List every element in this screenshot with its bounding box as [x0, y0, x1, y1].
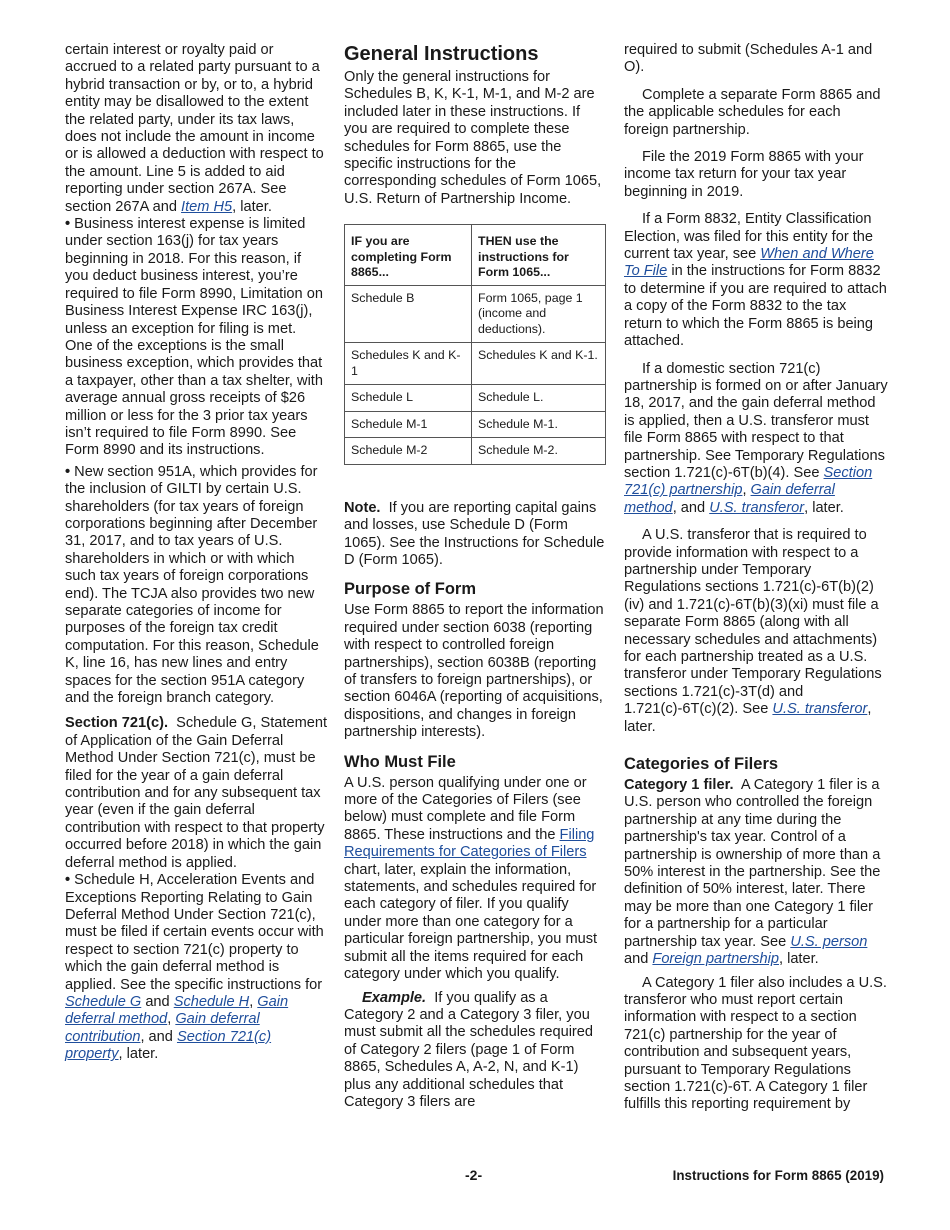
who-must-file-text: A U.S. person qualifying under one or more of the Categories of Filers (see below) must complete and file Form 8865. These instructions and the Filing Requirements for Categories of Filers chart, later, explain the information, statements, and schedules required for each category of filer. If you qualify under more than one category for a particular foreign partnership, you must submit all the items required for each category under which you qualify.	[344, 774, 598, 983]
table-cell: Schedule M-1.	[472, 411, 606, 438]
column-middle	[344, 42, 606, 1111]
table-cell: Form 1065, page 1 (income and deductions).	[472, 285, 606, 343]
general-instructions-heading: General Instructions	[344, 43, 539, 65]
example-label: Example.	[362, 989, 427, 1006]
paragraph-form-8832: If a Form 8832, Entity Classification Election, was filed for this entity for the current tax year, see When and Where To File in the instructions for Form 8832 to determine if you are required to attach a copy of the Form 8832 to the tax return to which the Form 8865 is being attached.	[624, 211, 887, 350]
schedule-instructions-table	[344, 224, 606, 465]
general-instructions-intro: Only the general instructions for Schedules B, K, K-1, M-1, and M-2 are included later in these instructions. If you are required to complete these schedules for Form 8865, use the specific instructions for the corresponding schedules of Form 1065, U.S. Return of Partnership Income.	[344, 69, 602, 207]
table-cell: Schedule L	[345, 385, 472, 412]
table-row	[345, 385, 606, 412]
paragraph-us-transferor: A U.S. transferor that is required to provide information with respect to a partnership under Temporary Regulations sections 1.721(c)-6T(b)(2)(iv) and 1.721(c)-6T(b)(3)(xi) must file a separate Form 8865 (along with all necessary schedules and attachments) for each partnership treated as a U.S. transferor under Temporary Regulations sections 1.721(c)-3T(d) and 1.721(c)-6T(c)(2). See U.S. transferor, later.	[624, 527, 882, 735]
category-1-label: Category 1 filer.	[624, 777, 734, 794]
table-cell: Schedule L.	[472, 385, 606, 412]
table-cell: Schedule M-1	[345, 411, 472, 438]
table-header-row	[345, 225, 606, 286]
link-when-and-where-to-file[interactable]: When and Where To File	[624, 246, 874, 280]
paragraph-hybrid: certain interest or royalty paid or accrued to a related party pursuant to a hybrid transaction or by, or to, a hybrid entity may be disallowed to the extent the related party, under its tax laws, does not include the amount in income or is allowed a deduction with respect to the amount. Line 5 is added to aid reporting under section 267A. See section 267A and Item H5, later.	[65, 42, 324, 215]
table-row	[345, 285, 606, 343]
who-must-file-heading: Who Must File	[344, 752, 456, 771]
example-paragraph: Example. If you qualify as a Category 2 and a Category 3 filer, you must submit all the schedules required of Category 2 filers (page 1 of Form 8865, Schedules A, A-2, N, and K-1) plus any additional schedules that Category 3 filers are	[344, 989, 594, 1110]
note-paragraph: Note. If you are reporting capital gains and losses, use Schedule D (Form 1065). See the Instructions for Schedule D (Form 1065).	[344, 499, 605, 568]
paragraph-category-1-transferor: A Category 1 filer also includes a U.S. transferor who must report certain information with respect to a section 721(c) partnership for the year of contribution and subsequent years, pursuant to Temporary Regulations section 1.721(c)-6T. A Category 1 filer fulfills this reporting requirement by	[624, 974, 887, 1113]
link-gain-deferral-contribution[interactable]: Gain deferral contribution	[65, 1011, 260, 1045]
table-cell: Schedules K and K-1.	[472, 343, 606, 385]
column-right	[624, 42, 888, 1114]
link-gain-deferral-method-2[interactable]: Gain deferral method	[624, 482, 835, 516]
table-cell: Schedule B	[345, 285, 472, 343]
paragraph-section-721c: Section 721(c). Schedule G, Statement of Application of the Gain Deferral Method Under Section 721(c), must be filed for the year of a gain deferral contribution and for any subsequent tax year (even if the gain deferral contribution with respect to that property occurred before 2018) in which the gain deferral method is applied.	[65, 715, 328, 871]
footer-title: Instructions for Form 8865 (2019)	[672, 1168, 884, 1183]
table-header-if: IF you are completing Form 8865...	[345, 225, 472, 286]
section-721c-heading: Section 721(c).	[65, 715, 169, 732]
link-filing-requirements[interactable]: Filing Requirements for Categories of Filers	[344, 826, 595, 861]
link-gain-deferral-method[interactable]: Gain deferral method	[65, 993, 289, 1028]
page-number: -2-	[465, 1167, 483, 1183]
paragraph-schedules-a1-o: required to submit (Schedules A-1 and O).	[624, 42, 873, 76]
table-row	[345, 438, 606, 465]
paragraph-separate-form: Complete a separate Form 8865 and the applicable schedules for each foreign partnership.	[624, 86, 881, 138]
table-row	[345, 343, 606, 385]
paragraph-file-2019: File the 2019 Form 8865 with your income tax return for your tax year beginning in 2019.	[624, 149, 864, 200]
table-cell: Schedule M-2.	[472, 438, 606, 465]
bullet-section-951a: • New section 951A, which provides for the inclusion of GILTI by certain U.S. shareholders (for tax years of foreign corporations beginning after December 31, 2017, and to tax years of U.S. shareholders in which or with which such tax years of foreign corporations end). The TCJA also provides two new separate categories of income for purposes of the foreign tax credit computation. For this reason, Schedule K, line 16, has new lines and entry spaces for the section 951A category and the foreign branch category.	[65, 464, 327, 708]
link-foreign-partnership[interactable]: Foreign partnership	[652, 951, 779, 968]
link-us-person[interactable]: U.S. person	[790, 933, 868, 950]
table-cell: Schedule M-2	[345, 438, 472, 465]
table-cell: Schedules K and K-1	[345, 343, 472, 385]
column-left	[65, 42, 327, 1064]
paragraph-category-1: Category 1 filer. A Category 1 filer is a U.S. person who controlled the foreign partnership at any time during the partnership's tax year. Control of a partnership is ownership of more than a 50% interest in the partnership. See the definition of 50% interest, later. There may be more than one Category 1 filer for a partnership for a particular partnership tax year. See U.S. person and Foreign partnership, later.	[624, 777, 881, 968]
purpose-of-form-text: Use Form 8865 to report the information required under section 6038 (reporting with respect to controlled foreign partnerships), section 6038B (reporting of transfers to foreign partnerships), or section 6046A (reporting of acquisitions, dispositions, and changes in foreign partnership interests).	[344, 602, 604, 741]
link-schedule-h[interactable]: Schedule H	[173, 993, 250, 1010]
bullet-schedule-h: • Schedule H, Acceleration Events and Exceptions Reporting Relating to Gain Deferral Method Under Section 721(c), must be filed if certain events occur with respect to section 721(c) property to which the gain deferral method is applied. See the specific instructions for Schedule G and Schedule H, Gain deferral method, Gain deferral contribution, and Section 721(c) property, later.	[65, 872, 327, 1063]
purpose-of-form-heading: Purpose of Form	[344, 580, 477, 599]
table-row	[345, 411, 606, 438]
note-label: Note.	[344, 499, 381, 516]
paragraph-domestic-721c: If a domestic section 721(c) partnership is formed on or after January 18, 2017, and the gain deferral method is applied, then a U.S. transferor must file Form 8865 with respect to that partnership. See Temporary Regulations section 1.721(c)-6T(b)(4). See Section 721(c) partnership, Gain deferral method, and U.S. transferor, later.	[624, 360, 888, 516]
table-header-then: THEN use the instructions for Form 1065...	[472, 225, 606, 286]
categories-of-filers-heading: Categories of Filers	[624, 755, 779, 774]
bullet-business-interest: • Business interest expense is limited under section 163(j) for tax years beginning in 2018. For this reason, if you deduct business interest, you’re required to file Form 8990, Limitation on Business Interest Expense IRC 163(j), unless an exception for filing is met. One of the exceptions is the small business exception, which provides that a taxpayer, other than a tax shelter, with average annual gross receipts of $26 million or less for the 3 prior tax years isn’t required to file Form 8990. See Form 8990 and its instructions.	[65, 216, 327, 460]
link-section-721c-partnership[interactable]: Section 721(c) partnership	[624, 464, 873, 499]
link-us-transferor[interactable]: U.S. transferor	[709, 499, 805, 516]
link-section-721c-property[interactable]: Section 721(c) property	[65, 1028, 272, 1063]
link-item-h5[interactable]: Item H5	[181, 198, 233, 215]
link-us-transferor-2[interactable]: U.S. transferor	[772, 701, 868, 718]
link-schedule-g[interactable]: Schedule G	[65, 993, 142, 1010]
